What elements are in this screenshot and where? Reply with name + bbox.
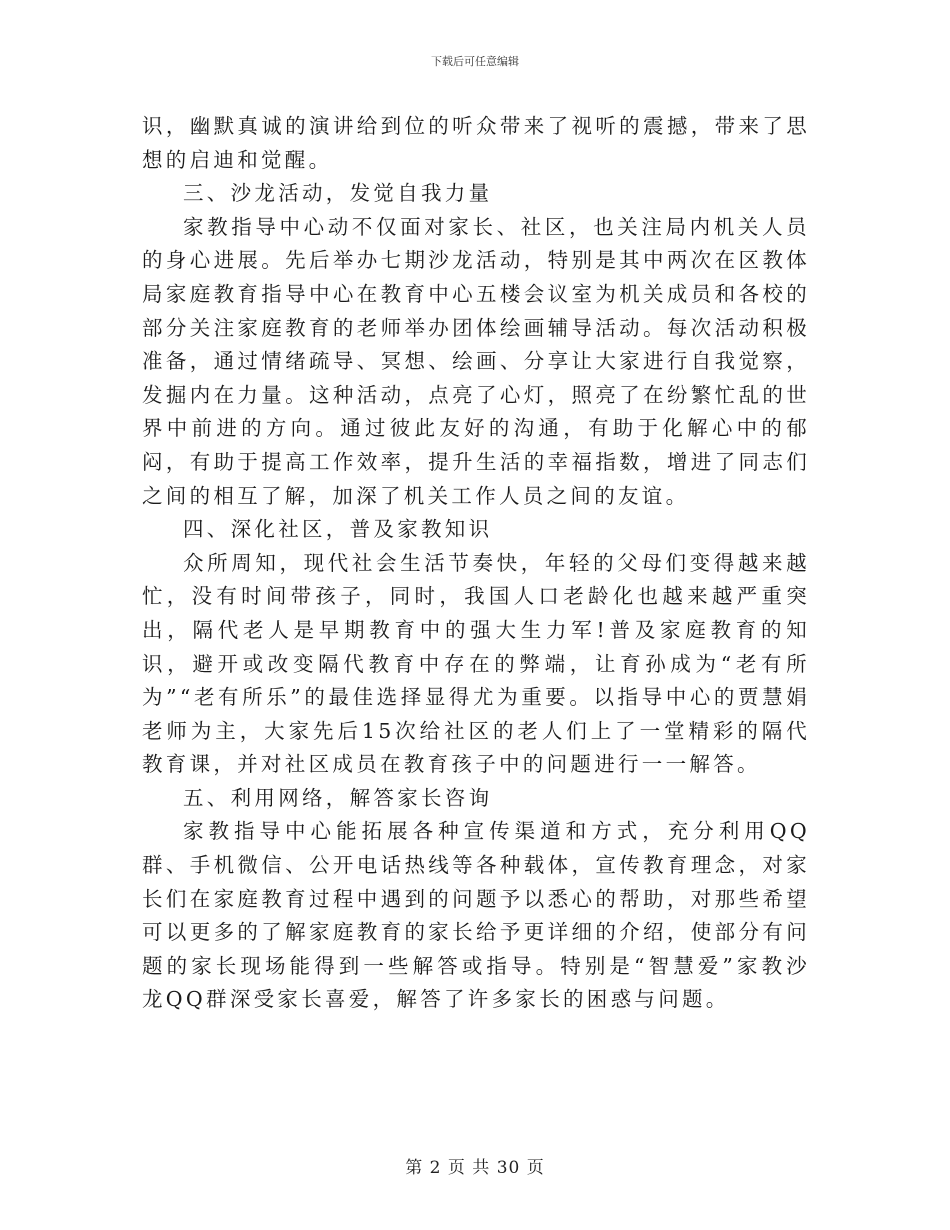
page-number-footer: 第 2 页 共 30 页 — [405, 1158, 545, 1178]
page-header: 下载后可任意编辑 — [431, 55, 519, 68]
paragraph-network: 家教指导中心能拓展各种宣传渠道和方式，充分利用QQ群、手机微信、公开电话热线等各种载体，宣传教育理念，对家长们在家庭教育过程中遇到的问题予以悉心的帮助，对那些希望可以更多的了解家庭教育的家长给予更详细的介绍，使部分有问题的家长现场能得到一些解答或指导。特别是“智慧爱”家教沙龙QQ群深受家长喜爱，解答了许多家长的困惑与问题。 — [142, 819, 810, 1012]
document-body — [142, 110, 810, 1017]
section-heading-5: 五、利用网络，解答家长咨询 — [183, 785, 493, 810]
paragraph-continuation: 识，幽默真诚的演讲给到位的听众带来了视听的震撼，带来了思想的启迪和觉醒。 — [142, 114, 810, 172]
section-heading-3: 三、沙龙活动，发觉自我力量 — [183, 181, 493, 206]
section-heading-4: 四、深化社区，普及家教知识 — [183, 517, 493, 542]
paragraph-community: 众所周知，现代社会生活节奏快，年轻的父母们变得越来越忙，没有时间带孩子，同时，我国人口老龄化也越来越严重突出，隔代老人是早期教育中的强大生力军!普及家庭教育的知识，避开或改变隔代教育中存在的弊端，让育孙成为“老有所为”“老有所乐”的最佳选择显得尤为重要。以指导中心的贾慧娟老师为主，大家先后15次给社区的老人们上了一堂精彩的隔代教育课，并对社区成员在教育孩子中的问题进行一一解答。 — [142, 550, 810, 777]
paragraph-salon-activities: 家教指导中心动不仅面对家长、社区，也关注局内机关人员的身心进展。先后举办七期沙龙活动，特别是其中两次在区教体局家庭教育指导中心在教育中心五楼会议室为机关成员和各校的部分关注家庭教育的老师举办团体绘画辅导活动。每次活动积极准备，通过情绪疏导、冥想、绘画、分享让大家进行自我觉察，发掘内在力量。这种活动，点亮了心灯，照亮了在纷繁忙乱的世界中前进的方向。通过彼此友好的沟通，有助于化解心中的郁闷，有助于提高工作效率，提升生活的幸福指数，增进了同志们之间的相互了解，加深了机关工作人员之间的友谊。 — [142, 214, 810, 508]
